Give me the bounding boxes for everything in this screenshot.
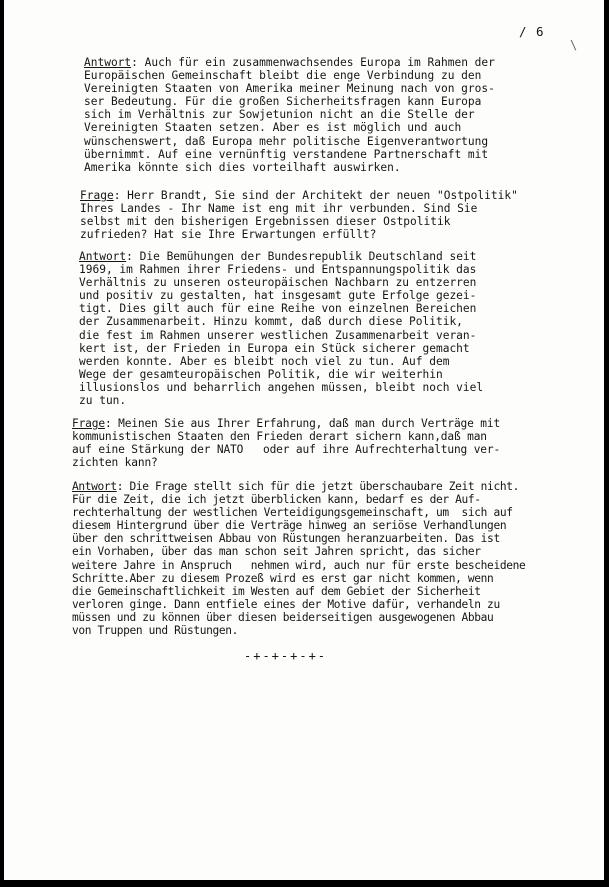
question-section-2 <box>72 417 500 469</box>
text-line: weitere Jahre in Anspruch nehmen wird, auch nur für erste bescheidene <box>72 558 526 572</box>
text-line: zufrieden? Hat sie Ihre Erwartungen erfüllt? <box>80 228 377 242</box>
page-number: / 6 <box>519 24 545 39</box>
document-page <box>4 0 604 880</box>
text-line: kert ist, der Frieden in Europa ein Stück sicherer gemacht <box>79 341 470 355</box>
text-line: und positiv zu gestalten, hat insgesamt gute Erfolge gezei- <box>79 289 477 303</box>
text-line: : Meinen Sie aus Ihrer Erfahrung, daß man durch Verträge mit <box>104 417 501 430</box>
text-line: zu tun. <box>79 394 127 408</box>
text-line: werden konnte. Aber es bleibt noch viel zu tun. Auf dem <box>79 354 450 368</box>
text-line: zichten kann? <box>72 456 158 470</box>
text-line: selbst mit den bisherigen Ergebnissen dieser Ostpolitik <box>80 215 451 229</box>
text-line: Verhältnis zu unseren osteuropäischen Nachbarn zu entzerren <box>79 276 477 290</box>
text-line: Schritte.Aber zu diesem Prozeß wird es erst gar nicht kommen, wenn <box>72 571 494 585</box>
text-line: wünschenswert, daß Europa mehr politische Eigenverantwortung <box>84 134 489 148</box>
text-line: sich im Verhältnis zur Sowjetunion nicht an die Stelle der <box>84 108 475 122</box>
text-line: kommunistischen Staaten den Frieden derart sichern kann,daß man <box>72 430 487 444</box>
section-label: Frage <box>80 189 114 202</box>
text-line: 1969, im Rahmen ihrer Friedens- und Entspannungspolitik das <box>79 263 477 277</box>
text-line: der Zusammenarbeit. Hinzu kommt, daß durch diese Politik, <box>79 315 463 329</box>
text-line: die Gemeinschaftlichkeit im Westen auf dem Gebiet der Sicherheit <box>72 584 481 598</box>
section-label: Frage <box>72 417 105 430</box>
text-line: rechterhaltung der westlichen Verteidigungsgemeinschaft, um sich auf <box>72 506 513 520</box>
text-line: : Herr Brandt, Sie sind der Architekt der neuen "Ostpolitik" <box>113 189 518 202</box>
section-label: Antwort <box>79 250 127 263</box>
text-line: verloren ginge. Dann entfiele eines der Motive dafür, verhandeln zu <box>72 597 500 611</box>
text-line: Vereinigten Staaten setzen. Aber es ist möglich und auch <box>84 121 462 135</box>
text-line: ser Bedeutung. Für die großen Sicherheitsfragen kann Europa <box>84 95 482 109</box>
section-label: Antwort <box>84 56 132 69</box>
text-line: Ihres Landes - Ihr Name ist eng mit ihr verbunden. Sind Sie <box>80 202 478 216</box>
text-line: die fest im Rahmen unserer westlichen Zusammenarbeit veran- <box>79 328 477 342</box>
text-line: Für die Zeit, die ich jetzt überblicken kann, bedarf es der Auf- <box>72 493 481 507</box>
text-line: Vereinigten Staaten von Amerika meiner Meinung nach von gros- <box>84 82 495 96</box>
text-line: Europäischen Gemeinschaft bleibt die enge Verbindung zu den <box>84 69 482 83</box>
text-line: Amerika könnte sich dies vorteilhaft auswirken. <box>84 160 401 174</box>
text-line: müssen und zu können über diesen beiderseitigen ausgewogenen Abbau <box>72 610 494 624</box>
answer-section-3 <box>72 480 525 637</box>
corner-mark: \ <box>570 38 578 52</box>
text-line: von Truppen und Rüstungen. <box>72 624 239 638</box>
text-line: diesem Hintergrund über die Verträge hinweg an seriöse Verhandlungen <box>72 519 507 533</box>
text-line: ein Vorhaben, über das man schon seit Jahren spricht, das sicher <box>72 545 481 559</box>
text-line: tigt. Dies gilt auch für eine Reihe von einzelnen Bereichen <box>79 302 477 316</box>
section-label: Antwort <box>72 480 117 493</box>
answer-section-2 <box>79 250 483 407</box>
question-section-1 <box>80 189 518 241</box>
text-line: : Die Frage stellt sich für die jetzt überschaubare Zeit nicht. <box>116 480 519 493</box>
text-line: Wege der gesamteuropäischen Politik, die wir weiterhin <box>79 367 443 381</box>
answer-section-1 <box>84 56 495 174</box>
text-line: übernimmt. Auf eine vernünftig verstandene Partnerschaft mit <box>84 147 489 161</box>
text-line: : Die Bemühungen der Bundesrepublik Deutschland seit <box>126 250 477 263</box>
text-line: auf eine Stärkung der NATO oder auf ihre Aufrechterhaltung ver- <box>72 443 501 457</box>
text-line: über den schrittweisen Abbau von Rüstungen heranzuarbeiten. Das ist <box>72 532 500 546</box>
end-marker: -+-+-+-+- <box>244 649 328 663</box>
text-line: illusionslos und beharrlich angehen müssen, bleibt noch viel <box>79 380 484 394</box>
text-line: : Auch für ein zusammenwachsendes Europa im Rahmen der <box>131 56 495 69</box>
